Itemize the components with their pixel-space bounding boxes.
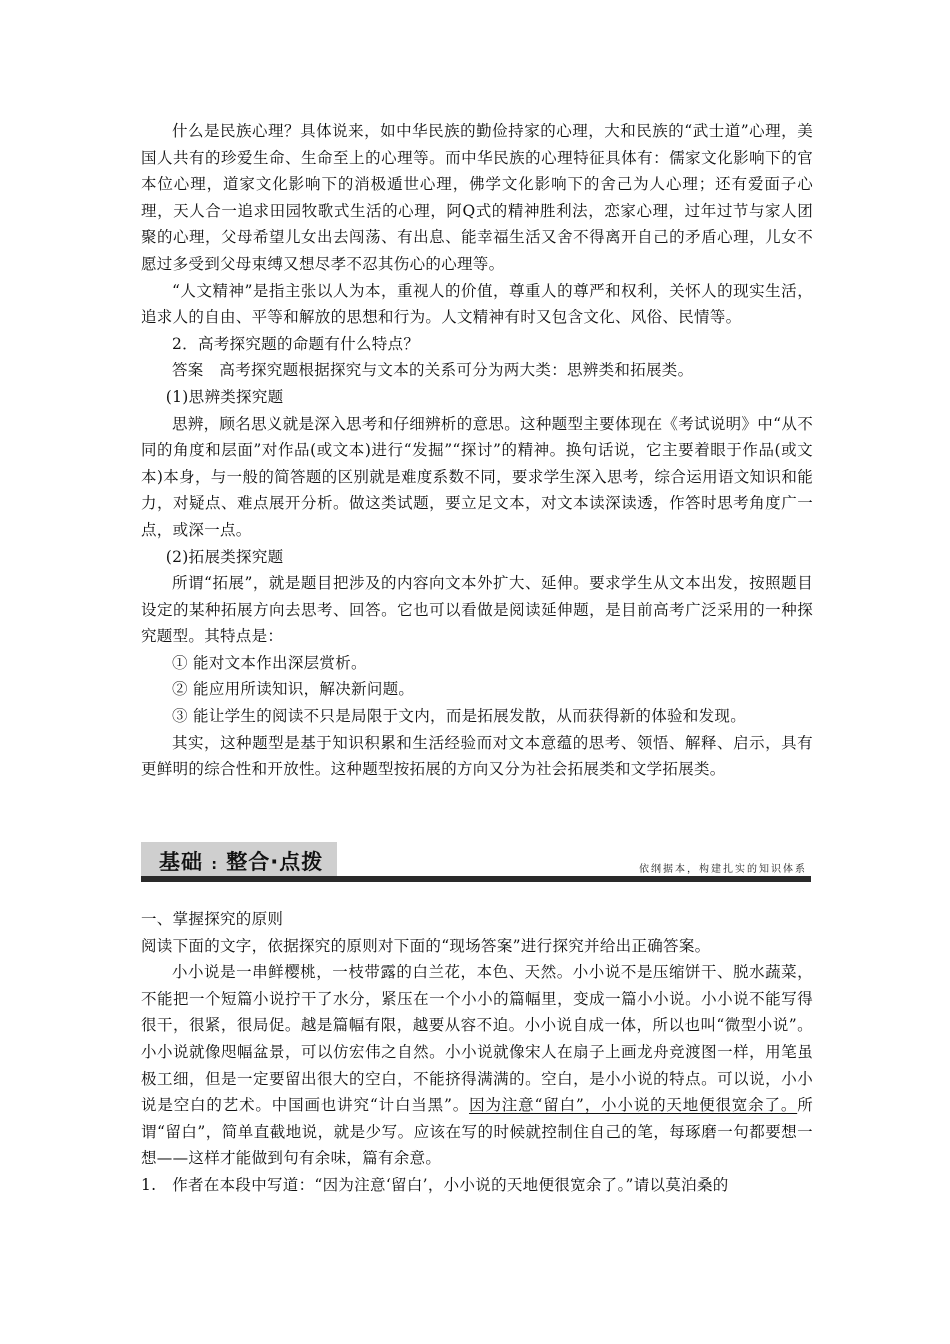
- paragraph-speculative: 思辨，顾名思义就是深入思考和仔细辨析的意思。这种题型主要体现在《考试说明》中“从不同的角度和层面”对作品(或文本)进行“发掘”“探讨”的精神。换句话说，它主要着眼于作品(或文本)本身，与一般的简答题的区别就是难度系数不同，要求学生深入思考，综合运用语文知识和能力，对疑点、难点展开分析。做这类试题，要立足文本，对文本读深读透，作答时思考角度广一点，或深一点。: [141, 414, 813, 539]
- paragraph-humanistic-spirit: “人文精神”是指主张以人为本，重视人的价值，尊重人的尊严和权利，关怀人的现实生活，追求人的自由、平等和解放的思想和行为。人文精神有时又包含文化、风俗、民情等。: [141, 281, 813, 327]
- banner-title-sep: :: [211, 857, 218, 873]
- banner-title: [159, 846, 323, 876]
- banner-title-right: 整合·点拨: [226, 850, 324, 874]
- subheading-speculative: (1)思辨类探究题: [165, 387, 284, 406]
- paragraph-summary: 其实，这种题型是基于知识积累和生活经验而对文本意蕴的思考、领悟、解释、启示，具有更鲜明的综合性和开放性。这种题型按拓展的方向又分为社会拓展类和文学拓展类。: [141, 733, 813, 779]
- subheading-extension: (2)拓展类探究题: [165, 547, 284, 566]
- section-banner: [141, 840, 811, 886]
- passage: [141, 959, 813, 1172]
- paragraph-extension: 所谓“拓展”，就是题目把涉及的内容向文本外扩大、延伸。要求学生从文本出发，按照题目设定的某种拓展方向去思考、回答。它也可以看做是阅读延伸题，是目前高考广泛采用的一种探究题型。其特点是：: [141, 574, 813, 646]
- passage-underlined: 因为注意“留白”，小小说的天地便很宽余了。: [469, 1096, 798, 1115]
- answer-intro: 答案 高考探究题根据探究与文本的关系可分为两大类：思辨类和拓展类。: [172, 361, 694, 380]
- paragraph-national-psychology: 什么是民族心理？具体说来，如中华民族的勤俭持家的心理，大和民族的“武士道”心理，美国人共有的珍爱生命、生命至上的心理等。而中华民族的心理特征具体有：儒家文化影响下的官本位心理，道家文化影响下的消极遁世心理，佛学文化影响下的舍己为人心理；还有爱面子心理，天人合一追求田园牧歌式生活的心理，阿Q式的精神胜利法，恋家心理，过年过节与家人团聚的心理，父母希望儿女出去闯荡、有出息、能幸福生活又舍不得离开自己的矛盾心理，儿女不愿过多受到父母束缚又想尽孝不忍其伤心的心理等。: [141, 122, 813, 273]
- banner-title-left: 基础: [159, 850, 203, 874]
- passage-after: 所谓“留白”，简单直截地说，就是少写。应该在写的时候就控制住自己的笔，每琢磨一句都要想一想——这样才能做到句有余味，篇有余意。: [141, 1096, 813, 1168]
- section-heading: 一、掌握探究的原则: [141, 910, 284, 928]
- question-2: 2．高考探究题的命题有什么特点？: [172, 334, 420, 353]
- list-item-3: ③ 能让学生的阅读不只是局限于文内，而是拓展发散，从而获得新的体验和发现。: [172, 707, 747, 726]
- instruction: 阅读下面的文字，依据探究的原则对下面的“现场答案”进行探究并给出正确答案。: [141, 936, 711, 955]
- top-section: [141, 118, 813, 783]
- bottom-section: [141, 906, 813, 1199]
- banner-tagline: 依纲据本，构建扎实的知识体系: [639, 864, 807, 875]
- question-1: 1. 作者在本段中写道：“因为注意‘留白’，小小说的天地便很宽余了。”请以莫泊桑的: [141, 1175, 729, 1194]
- list-item-2: ② 能应用所读知识，解决新问题。: [172, 680, 415, 699]
- passage-before: 小小说是一串鲜樱桃，一枝带露的白兰花，本色、天然。小小说不是压缩饼干、脱水蔬菜，不能把一个短篇小说拧干了水分，紧压在一个小小的篇幅里，变成一篇小小说。小小说不能写得很干，很紧，很局促。越是篇幅有限，越要从容不迫。小小说自成一体，所以也叫“微型小说”。小小说就像咫幅盆景，可以仿宏伟之自然。小小说就像宋人在扇子上画龙舟竞渡图一样，用笔虽极工细，但是一定要留出很大的空白，不能挤得满满的。空白，是小小说的特点。可以说，小小说是空白的艺术。中国画也讲究“计白当黑”。: [141, 963, 813, 1115]
- list-item-1: ① 能对文本作出深层赏析。: [172, 653, 367, 672]
